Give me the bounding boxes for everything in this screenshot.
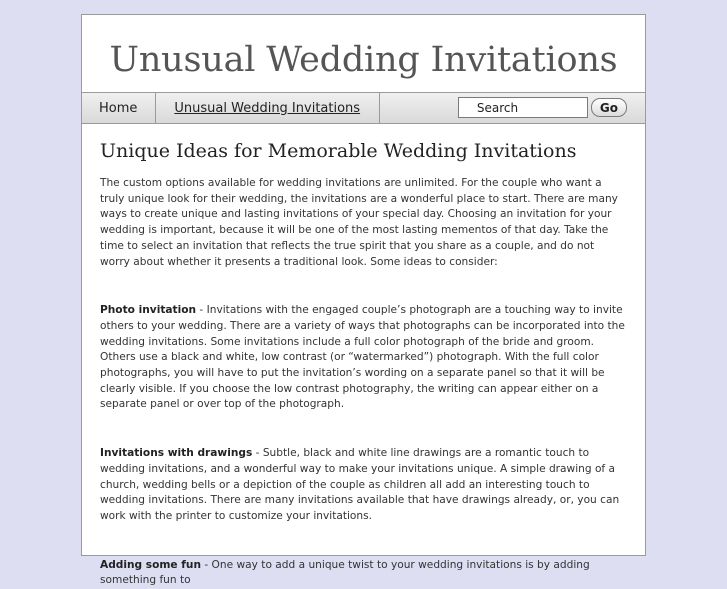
page-container bbox=[81, 14, 646, 587]
section-text: - Subtle, black and white line drawings are a romantic touch to wedding invitations, and a wonderful way to make your invitations unique. A simple drawing of a church, wedding bells or a depiction of the couple as children all add an interesting touch to wedding invitations. There are many invitations available that have drawings already, or, you can work with the printer to customize your invitations. bbox=[100, 447, 620, 522]
search-input[interactable] bbox=[458, 97, 588, 118]
nav-item-unusual-wedding-invitations[interactable] bbox=[156, 93, 380, 123]
nav-bar bbox=[82, 93, 645, 124]
nav-item-home[interactable] bbox=[82, 93, 156, 123]
site-header bbox=[82, 15, 645, 93]
search-form bbox=[458, 97, 627, 118]
main-content bbox=[82, 124, 645, 589]
intro-paragraph: The custom options available for wedding invitations are unlimited. For the couple who want a truly unique look for their wedding, the invitations are a wonderful place to start. There are many ways to create unique and lasting invitations of your special day. Choosing an invitation for your wedding is important, because it will be one of the most lasting mementos of that day. Take the time to select an invitation that reflects the true spirit that you share as a couple, and do not worry about whether it presents a traditional look. Some ideas to consider: bbox=[100, 177, 618, 268]
nav-item-home-label: Home bbox=[99, 100, 138, 116]
section-invitations-with-drawings bbox=[100, 446, 627, 525]
go-button[interactable]: Go bbox=[591, 98, 627, 117]
section-photo-invitation bbox=[100, 303, 627, 413]
nav-item-unusual-label: Unusual Wedding Invitations bbox=[174, 100, 361, 116]
section-title: Photo invitation bbox=[100, 304, 197, 317]
section-adding-some-fun bbox=[100, 558, 627, 589]
article-heading: Unique Ideas for Memorable Wedding Invitations bbox=[100, 140, 577, 162]
section-text: - Invitations with the engaged couple’s photograph are a touching way to invite others to your wedding. There are a variety of ways that photographs can be incorporated into the wedding invitations. Some invitations include a full color photograph of the bride and groom. Others use a black and white, low contrast (or “watermarked”) photograph. With the full color photographs, you will have to put the invitation’s wording on a separate panel so that it will be clearly visible. If you choose the low contrast photography, the writing can appear either on a separate panel or over top of the photograph. bbox=[100, 304, 625, 411]
section-title: Invitations with drawings bbox=[100, 447, 253, 460]
section-text: - One way to add a unique twist to your wedding invitations is by adding something fun to bbox=[100, 558, 590, 587]
site-title: Unusual Wedding Invitations bbox=[109, 40, 618, 80]
section-title: Adding some fun bbox=[100, 558, 201, 571]
